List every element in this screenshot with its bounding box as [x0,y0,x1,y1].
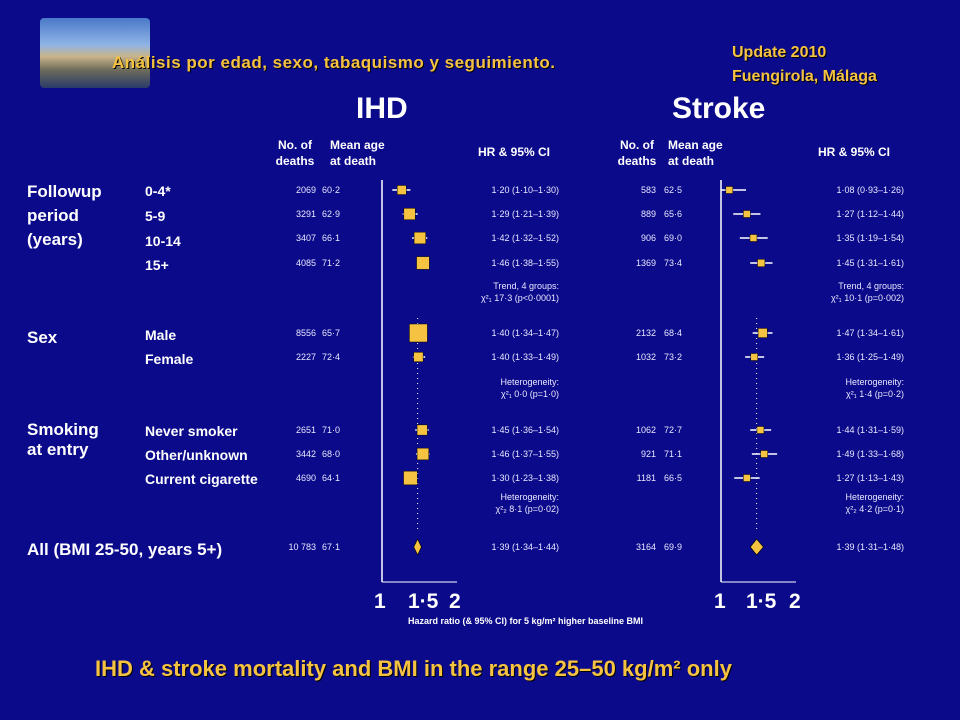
ihd-hr-box [404,208,415,219]
stroke-hr-box [757,427,764,434]
ihd-hr-ci-text: 1·30 (1·23–1·38) [491,473,559,483]
ihd-overall-ci-text: 1·39 (1·34–1·44) [491,542,559,552]
stroke-deaths-value: 1032 [635,352,656,362]
stroke-hr-box [758,328,767,337]
age-header-line-1: Mean age [668,138,723,152]
stroke-test-label: Trend, 4 groups: [838,281,904,291]
ihd-deaths-value: 4690 [295,473,316,483]
ihd-hr-ci-text: 1·45 (1·36–1·54) [491,425,559,435]
age-header-line-1: Mean age [330,138,385,152]
ihd-mean-age-value: 71·2 [321,258,340,268]
ihd-hr-box [414,352,423,361]
stroke-title: Stroke [672,92,766,125]
group-smoking-line-2: at entry [27,440,89,459]
ihd-mean-age-value: 62·9 [321,209,340,219]
stroke-deaths-value: 1181 [636,473,656,483]
stroke-test-value: χ²₁ 10·1 (p=0·002) [830,293,904,303]
ihd-test-label: Heterogeneity: [500,492,559,502]
row-label: 10-14 [145,233,181,249]
ihd-hr-ci-text: 1·46 (1·38–1·55) [491,258,559,268]
stroke-deaths-value: 889 [640,209,656,219]
stroke-test-value: χ²₂ 4·2 (p=0·1) [845,504,904,514]
stroke-deaths-value: 2132 [635,328,656,338]
row-label: Never smoker [145,423,238,439]
stroke-hr-ci-text: 1·36 (1·25–1·49) [836,352,904,362]
x-axis-label: Hazard ratio (& 95% CI) for 5 kg/m² higher baseline BMI [408,616,644,626]
ihd-mean-age-value: 65·7 [321,328,340,338]
row-label: 0-4* [145,183,171,199]
row-label: 15+ [145,257,169,273]
update-line-1: Update 2010 [732,44,827,61]
stroke-hr-ci-text: 1·44 (1·31–1·59) [836,425,904,435]
stroke-deaths-value: 1062 [635,425,656,435]
ihd-mean-age-value: 68·0 [321,449,340,459]
stroke-hr-ci-text: 1·49 (1·33–1·68) [836,449,904,459]
row-label: Male [145,327,177,343]
ihd-deaths-value: 2069 [295,185,316,195]
stroke-test-label: Heterogeneity: [845,492,904,502]
ihd-tick-1: 1 [374,590,386,613]
stroke-tick-1: 1 [714,590,726,613]
stroke-overall-ci-text: 1·39 (1·31–1·48) [836,542,904,552]
stroke-tick-1-5: 1·5 [746,590,777,613]
ihd-tick-2: 2 [449,590,461,613]
ihd-hr-ci-text: 1·42 (1·32–1·52) [491,233,559,243]
ihd-test-value: χ²₂ 8·1 (p=0·02) [495,504,559,514]
stroke-tick-2: 2 [789,590,801,613]
ihd-deaths-value: 2651 [295,425,316,435]
stroke-hr-box [750,235,757,242]
ihd-deaths-value: 3442 [295,449,316,459]
group-sex: Sex [27,328,58,347]
ihd-overall-mean-age: 67·1 [321,542,340,552]
ihd-overall-deaths: 10 783 [288,542,316,552]
stroke-hr-ci-text: 1·47 (1·34–1·61) [836,328,904,338]
ihd-hr-box [417,425,427,435]
group-followup-line-3: (years) [27,230,83,249]
ihd-mean-age-value: 71·0 [321,425,340,435]
stroke-deaths-value: 583 [640,185,656,195]
stroke-hr-box [758,259,765,266]
stroke-mean-age-value: 68·4 [663,328,682,338]
ihd-mean-age-value: 64·1 [321,473,340,483]
ihd-mean-age-value: 72·4 [321,352,340,362]
stroke-mean-age-value: 66·5 [663,473,682,483]
stroke-deaths-value: 906 [640,233,656,243]
ihd-test-value: χ²₁ 0·0 (p=1·0) [500,389,559,399]
stroke-mean-age-value: 73·2 [663,352,682,362]
stroke-hr-box [743,475,750,482]
ihd-hr-box [404,471,418,485]
stroke-deaths-value: 1369 [635,258,656,268]
ihd-mean-age-value: 66·1 [321,233,340,243]
ihd-mean-age-value: 60·2 [321,185,340,195]
stroke-test-value: χ²₁ 1·4 (p=0·2) [845,389,904,399]
row-label: Female [145,351,194,367]
stroke-overall-diamond [750,539,763,555]
ihd-title: IHD [356,92,408,125]
ihd-hr-ci-text: 1·40 (1·33–1·49) [491,352,559,362]
stroke-hr-header: HR & 95% CI [818,145,891,159]
group-followup-line-1: Followup [27,182,102,201]
stroke-mean-age-value: 65·6 [663,209,682,219]
stroke-test-label: Heterogeneity: [845,377,904,387]
row-label: Other/unknown [145,447,248,463]
ihd-test-label: Trend, 4 groups: [493,281,559,291]
stroke-mean-age-value: 62·5 [663,185,682,195]
stroke-mean-age-value: 72·7 [663,425,682,435]
ihd-hr-header: HR & 95% CI [478,145,551,159]
ihd-hr-ci-text: 1·20 (1·10–1·30) [491,185,559,195]
ihd-hr-box [414,232,426,244]
deaths-header-line-1: No. of [278,138,312,152]
stroke-hr-box [743,211,750,218]
stroke-mean-age-value: 73·4 [663,258,682,268]
ihd-deaths-value: 8556 [295,328,316,338]
ihd-deaths-value: 4085 [295,258,316,268]
ihd-deaths-value: 2227 [295,352,316,362]
stroke-mean-age-value: 69·0 [663,233,682,243]
ihd-deaths-value: 3291 [295,209,316,219]
stroke-hr-ci-text: 1·27 (1·13–1·43) [836,473,904,483]
age-header-line-2: at death [330,154,377,168]
ihd-tick-1-5: 1·5 [408,590,439,613]
group-all: All (BMI 25-50, years 5+) [27,540,223,559]
group-smoking-line-1: Smoking [27,420,99,439]
ihd-deaths-value: 3407 [295,233,316,243]
update-line-2: Fuengirola, Málaga [732,68,877,85]
ihd-hr-ci-text: 1·46 (1·37–1·55) [491,449,559,459]
stroke-overall-mean-age: 69·9 [663,542,682,552]
stroke-hr-box [761,451,768,458]
stroke-deaths-value: 921 [640,449,656,459]
ihd-hr-box [409,324,427,342]
ihd-hr-ci-text: 1·40 (1·34–1·47) [491,328,559,338]
ihd-hr-box [397,185,406,194]
row-label: 5-9 [145,208,166,224]
ihd-hr-ci-text: 1·29 (1·21–1·39) [491,209,559,219]
row-label: Current cigarette [145,471,258,487]
stroke-hr-ci-text: 1·35 (1·19–1·54) [836,233,904,243]
age-header-line-2: at death [668,154,715,168]
stroke-hr-box [751,354,758,361]
ihd-test-value: χ²₁ 17·3 (p<0·0001) [480,293,559,303]
ihd-hr-box [417,448,429,460]
slide-subtitle: Análisis por edad, sexo, tabaquismo y seguimiento. [112,53,556,72]
group-followup-line-2: period [27,206,79,225]
ihd-test-label: Heterogeneity: [500,377,559,387]
stroke-hr-ci-text: 1·27 (1·12–1·44) [836,209,904,219]
stroke-overall-deaths: 3164 [635,542,656,552]
deaths-header-line-1: No. of [620,138,654,152]
ihd-overall-diamond [414,539,422,555]
stroke-hr-ci-text: 1·08 (0·93–1·26) [836,185,904,195]
footer-headline: IHD & stroke mortality and BMI in the range 25–50 kg/m² only [95,656,732,681]
stroke-hr-ci-text: 1·45 (1·31–1·61) [836,258,904,268]
deaths-header-line-2: deaths [617,154,657,168]
deaths-header-line-2: deaths [275,154,315,168]
stroke-hr-box [726,187,733,194]
stroke-mean-age-value: 71·1 [663,449,682,459]
ihd-hr-box [417,257,430,270]
